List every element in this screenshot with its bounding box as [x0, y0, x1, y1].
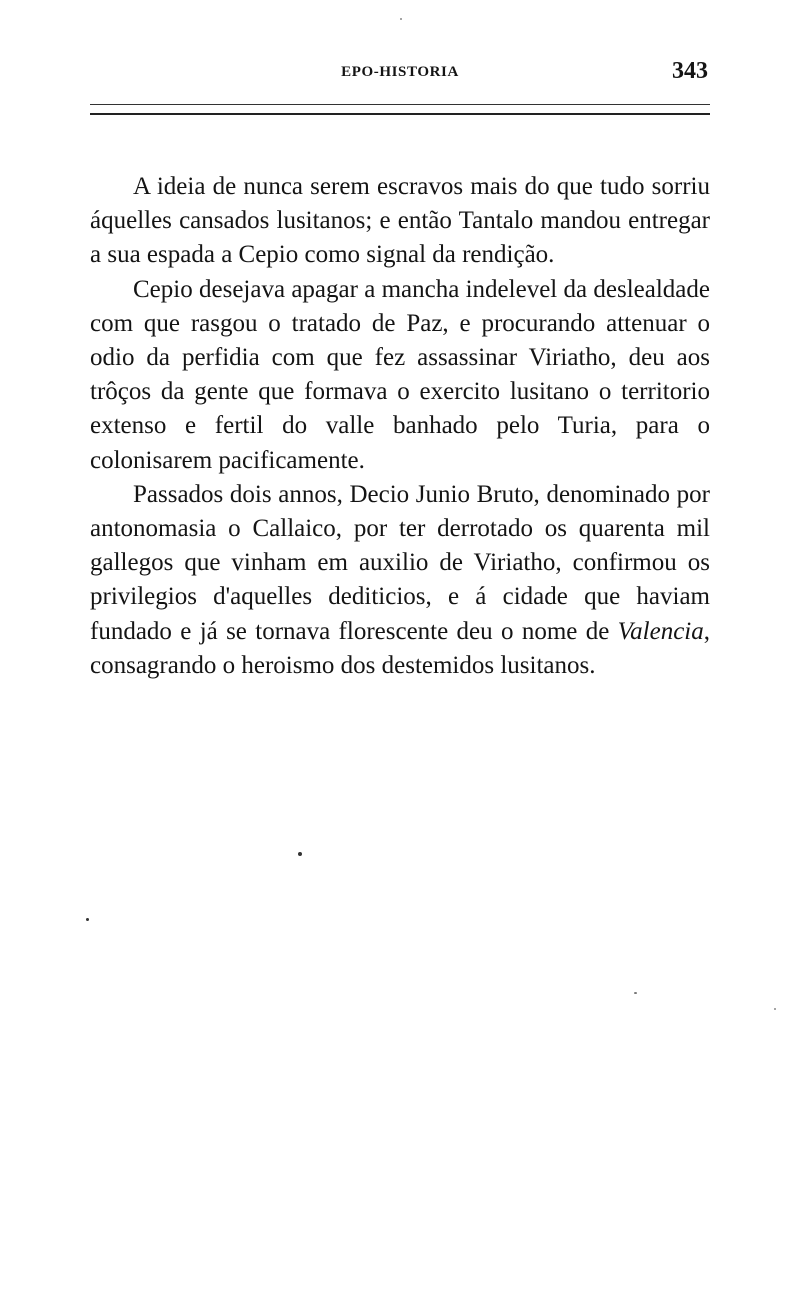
paragraph-3-after: , consagrando o heroismo dos destemidos lusitanos.: [90, 617, 710, 679]
paragraph-3-before: Passados dois annos, Decio Junio Bruto, denominado por antonomasia o Callaico, por ter derrotado os quarenta mil gallegos que vinham em auxilio de Viriatho, confirmou os privilegios d'aquelles dediticios, e á cidade que haviam fundado e já se tornava florescente deu o nome de: [90, 480, 710, 645]
emphasis-valencia: Valencia: [617, 617, 704, 645]
page-number: 343: [672, 58, 708, 84]
scan-speck: [634, 992, 637, 994]
running-head: [90, 58, 710, 90]
scan-speck: [86, 918, 89, 921]
scan-speck: [400, 18, 402, 20]
paragraph-1: A ideia de nunca serem escravos mais do que tudo sorriu áquelles cansados lusitanos; e então Tantalo mandou entregar a sua espada a Cepio como signal da rendição.: [90, 173, 710, 269]
running-title: EPO-HISTORIA: [341, 64, 459, 80]
paragraph-3: [90, 478, 710, 683]
header-rule-thick: [90, 113, 710, 115]
scan-speck: [774, 1008, 776, 1010]
header-rule-thin: [90, 104, 710, 105]
body-text: [90, 170, 710, 683]
scan-speck: [298, 852, 302, 856]
paragraph-2: Cepio desejava apagar a mancha indelevel da deslealdade com que rasgou o tratado de Paz, e procurando attenuar o odio da perfidia com que fez assassinar Viriatho, deu aos trôços da gente que formava o exercito lusitano o territorio extenso e fertil do valle banhado pelo Turia, para o colonisarem pacificamente.: [90, 275, 710, 474]
